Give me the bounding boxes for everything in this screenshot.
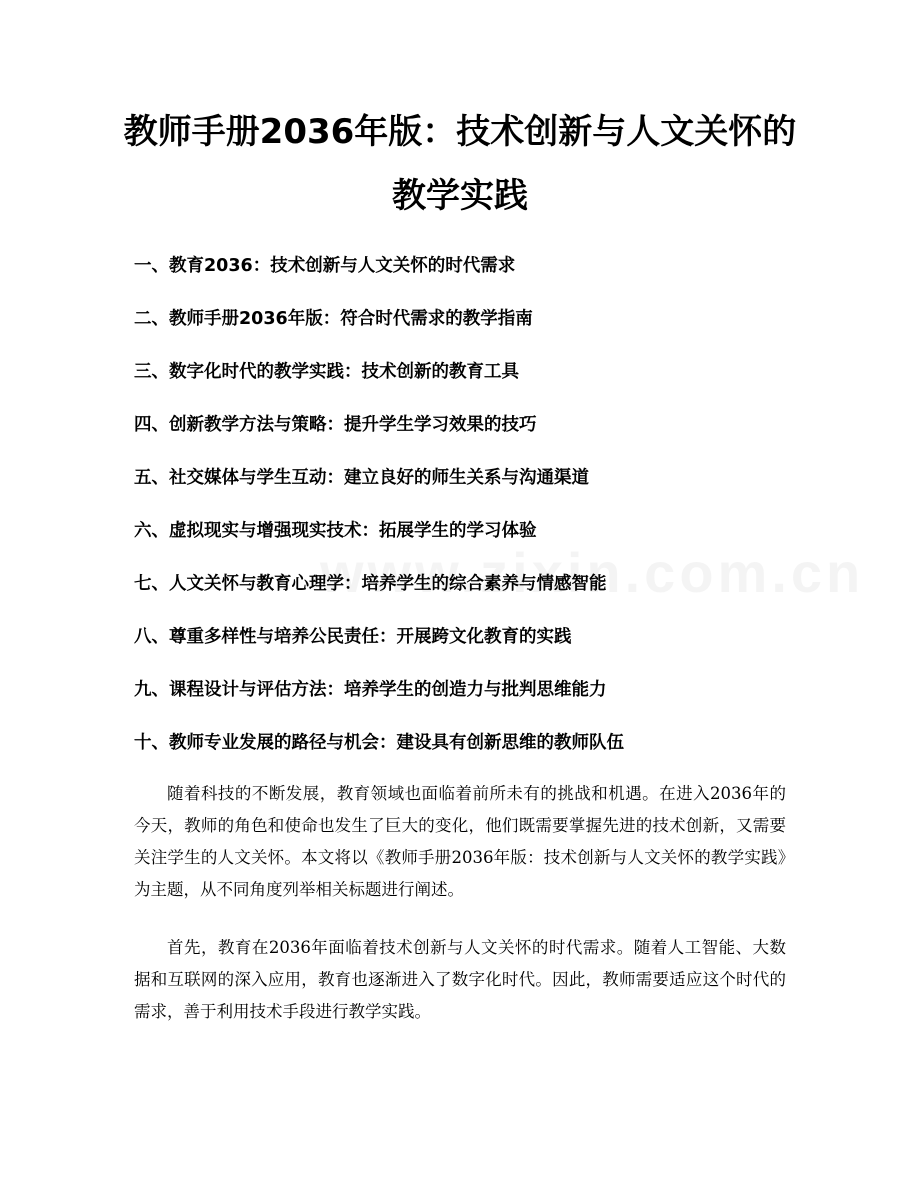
document-title <box>120 100 800 228</box>
body-paragraph: 首先，教育在2036年面临着技术创新与人文关怀的时代需求。随着人工智能、大数据和互联网的深入应用，教育也逐渐进入了数字化时代。因此，教师需要适应这个时代的需求，善于利用技术手段进行教学实践。 <box>134 938 786 1021</box>
title-line-1: 教师手册2036年版：技术创新与人文关怀的 <box>123 112 797 152</box>
toc-item: 六、虚拟现实与增强现实技术：拓展学生的学习体验 <box>134 521 537 541</box>
title-line-2: 教学实践 <box>392 176 528 216</box>
toc-item: 八、尊重多样性与培养公民责任：开展跨文化教育的实践 <box>134 627 572 647</box>
toc-item: 十、教师专业发展的路径与机会：建设具有创新思维的教师队伍 <box>134 733 624 753</box>
toc-item: 九、课程设计与评估方法：培养学生的创造力与批判思维能力 <box>134 680 607 700</box>
toc-item: 一、教育2036：技术创新与人文关怀的时代需求 <box>134 256 516 276</box>
toc-item: 七、人文关怀与教育心理学：培养学生的综合素养与情感智能 <box>134 574 607 594</box>
toc-item: 五、社交媒体与学生互动：建立良好的师生关系与沟通渠道 <box>134 468 589 488</box>
toc-item: 三、数字化时代的教学实践：技术创新的教育工具 <box>134 362 519 382</box>
table-of-contents <box>134 246 624 776</box>
toc-item: 四、创新教学方法与策略：提升学生学习效果的技巧 <box>134 415 537 435</box>
toc-item: 二、教师手册2036年版：符合时代需求的教学指南 <box>134 309 533 329</box>
body-paragraph: 随着科技的不断发展，教育领域也面临着前所未有的挑战和机遇。在进入2036年的今天，教师的角色和使命也发生了巨大的变化，他们既需要掌握先进的技术创新，又需要关注学生的人文关怀。本文将以《教师手册2036年版：技术创新与人文关怀的教学实践》为主题，从不同角度列举相关标题进行阐述。 <box>134 784 786 899</box>
